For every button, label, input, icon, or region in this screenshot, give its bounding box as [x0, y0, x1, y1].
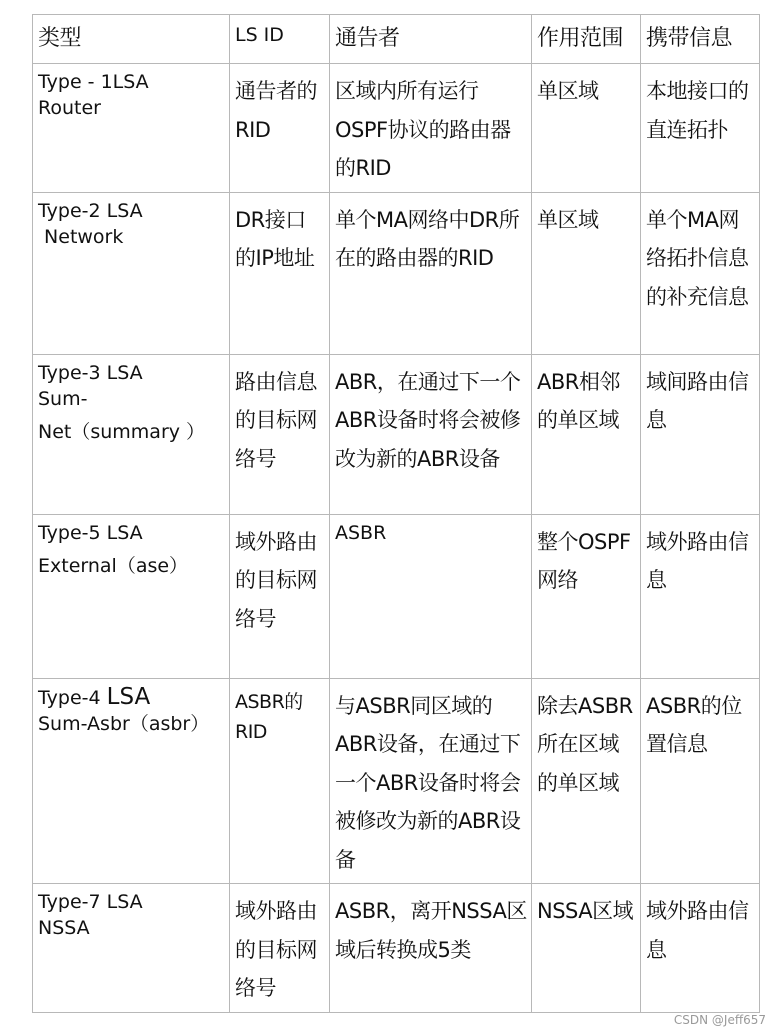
type-cell [33, 678, 230, 884]
type-cell [33, 884, 230, 1013]
info-cell: 域外路由信息 [641, 884, 760, 1013]
ls-id-cell: 域外路由的目标网络号 [230, 514, 330, 678]
table-row [33, 514, 760, 678]
type-line: Sum-Asbr（asbr） [38, 712, 210, 735]
advertiser-cell: 区域内所有运行OSPF协议的路由器的RID [330, 64, 532, 193]
table-row [33, 192, 760, 354]
scope-cell: 单区域 [532, 192, 641, 354]
header-scope: 作用范围 [532, 15, 641, 64]
type-line: Type-7 LSA [38, 891, 143, 913]
table-row [33, 64, 760, 193]
header-advertiser: 通告者 [330, 15, 532, 64]
info-cell: 域间路由信息 [641, 354, 760, 514]
type-line: Router [38, 97, 101, 119]
scope-cell: ABR相邻的单区域 [532, 354, 641, 514]
info-cell: 单个MA网络拓扑信息的补充信息 [641, 192, 760, 354]
advertiser-cell: ASBR，离开NSSA区域后转换成5类 [330, 884, 532, 1013]
type-cell [33, 514, 230, 678]
scope-cell: NSSA区域 [532, 884, 641, 1013]
advertiser-cell: 与ASBR同区域的ABR设备，在通过下一个ABR设备时将会被修改为新的ABR设备 [330, 678, 532, 884]
info-cell: 本地接口的直连拓扑 [641, 64, 760, 193]
type-cell [33, 64, 230, 193]
type-line: Type-2 LSA [38, 199, 143, 222]
type-line: Type-3 LSA [38, 361, 143, 384]
table-row [33, 678, 760, 884]
header-ls-id: LS ID [230, 15, 330, 64]
scope-cell: 单区域 [532, 64, 641, 193]
info-cell: 域外路由信息 [641, 514, 760, 678]
type-line: Sum- [38, 387, 88, 410]
ls-id-cell: 通告者的RID [230, 64, 330, 193]
type-line: Net（summary ） [38, 420, 206, 443]
table-row [33, 354, 760, 514]
table-row [33, 884, 760, 1013]
type-line-suffix: LSA [106, 683, 151, 710]
advertiser-cell: 单个MA网络中DR所在的路由器的RID [330, 192, 532, 354]
type-line: NSSA [38, 917, 90, 939]
advertiser-cell: ASBR [330, 514, 532, 678]
info-cell: ASBR的位置信息 [641, 678, 760, 884]
ls-id-cell: 路由信息的目标网络号 [230, 354, 330, 514]
type-line: Type-5 LSA [38, 521, 143, 544]
ls-id-cell [230, 678, 330, 884]
scope-cell: 整个OSPF网络 [532, 514, 641, 678]
type-cell [33, 354, 230, 514]
advertiser-cell: ABR，在通过下一个ABR设备时将会被修改为新的ABR设备 [330, 354, 532, 514]
type-line: External（ase） [38, 554, 189, 577]
ls-id-cell: 域外路由的目标网络号 [230, 884, 330, 1013]
header-info: 携带信息 [641, 15, 760, 64]
type-line [38, 684, 225, 711]
type-line: Network [38, 225, 124, 248]
header-type: 类型 [33, 15, 230, 64]
lsa-table [32, 14, 760, 1013]
type-line-prefix: Type-4 [38, 686, 107, 709]
ls-id-cell: DR接口的IP地址 [230, 192, 330, 354]
type-cell [33, 192, 230, 354]
type-line: Type - 1LSA [38, 71, 149, 93]
ls-id-text: ASBR的RID [235, 690, 303, 743]
watermark: CSDN @Jeff657 [673, 1013, 766, 1027]
header-row [33, 15, 760, 64]
scope-cell: 除去ASBR所在区域的单区域 [532, 678, 641, 884]
